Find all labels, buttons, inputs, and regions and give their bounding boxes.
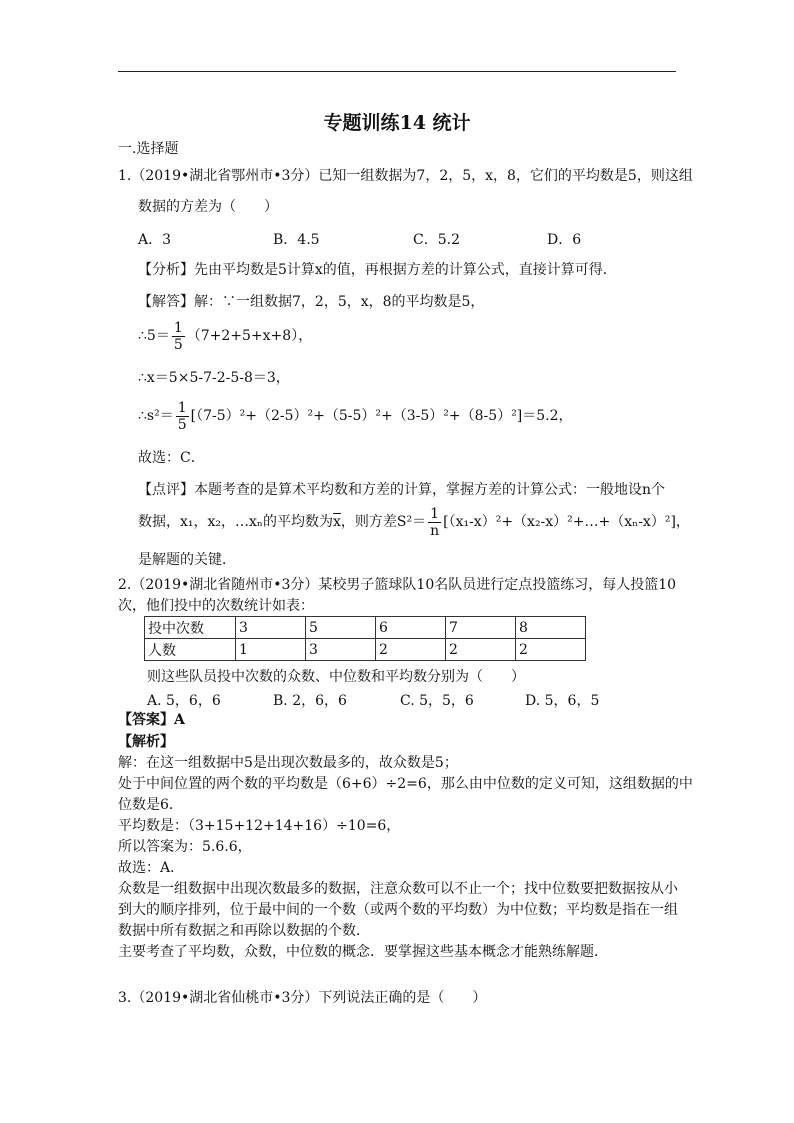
fraction-one-fifth [176,401,189,432]
table-row [145,617,586,639]
q2-solution-line: 平均数是：（3+15+12+14+16）÷10=6， [118,818,401,834]
q1-option-a: A．3 [138,232,172,248]
table-cell: 3 [236,617,306,639]
q1-eq3-suffix: [（7-5）²+（2-5）²+（5-5）²+（3-5）²+（8-5）²]＝5.2， [190,408,573,424]
q1-comment-line3: 是解题的关键． [138,552,236,568]
q2-question: 则这些队员投中次数的众数、中位数和平均数分别为（ ） [147,669,525,685]
q1-comment-part-a: 数据，x₁，x₂，…xₙ的平均数为 [138,514,333,530]
fraction-denominator: 5 [173,336,183,353]
table-cell: 2 [446,639,516,661]
q1-equation-x: ∴x＝5×5-7-2-5-8＝3， [138,370,290,386]
table-cell: 3 [306,639,376,661]
q1-stem-line1: 1.（2019•湖北省鄂州市•3分）已知一组数据为7，2，5，x，8，它们的平均数是5，则这组 [118,168,693,184]
q1-comment-part-b: ，则方差S²＝ [340,514,427,530]
q2-solution-line: 数据中所有数据之和再除以数据的个数． [118,923,370,939]
q1-stem-line2: 数据的方差为（ ） [138,199,278,215]
table-cell: 2 [516,639,586,661]
q2-option-a: A. 5，6，6 [147,693,221,709]
q1-option-c: C．5.2 [413,232,460,248]
q1-eq1-prefix: ∴5＝ [138,328,170,344]
fraction-numerator: 1 [430,505,440,522]
page-title: 专题训练14 统计 [323,112,471,134]
q1-comment-part-c: [（x₁-x）²+（x₂-x）²+…+（xₙ-x）²]， [443,514,690,530]
table-cell: 6 [376,617,446,639]
q1-option-d: D．6 [547,232,582,248]
fraction-numerator: 1 [173,319,183,336]
fraction-numerator: 1 [177,399,187,416]
q1-choose: 故选：C． [138,450,205,466]
table-cell: 7 [446,617,516,639]
q2-answer-label: 【答案】A [118,712,185,728]
q1-equation-mean [138,318,312,354]
q2-analysis-label: 【解析】 [118,734,174,750]
mean-xbar: $\overline{x}$ [332,514,341,530]
q2-option-b: B. 2，6，6 [273,693,347,709]
q2-solution-line: 主要考查了平均数，众数，中位数的概念．要掌握这些基本概念才能熟练解题． [118,944,608,960]
q2-option-d: D. 5，6，5 [525,693,600,709]
section-heading: 一.选择题 [118,141,179,157]
q1-option-b: B．4.5 [273,232,320,248]
fraction-one-over-n [428,507,441,538]
table-row [145,639,586,661]
table-cell: 投中次数 [145,617,236,639]
q2-solution-line: 处于中间位置的两个数的平均数是（6+6）÷2=6，那么由中位数的定义可知，这组数据的中 [118,776,693,792]
fraction-one-fifth [172,321,185,352]
q1-answer-line: 【解答】解：∵一组数据7，2，5，x，8的平均数是5， [138,294,485,310]
q2-stem-line2: 次，他们投中的次数统计如表： [118,598,314,614]
q2-stem-line1: 2.（2019•湖北省随州市•3分）某校男子篮球队10名队员进行定点投篮练习，每人投篮10 [118,577,677,593]
table-cell: 2 [376,639,446,661]
q1-eq3-prefix: ∴s²＝ [138,408,174,424]
q1-comment-line1: 【点评】本题考查的是算术平均数和方差的计算，掌握方差的计算公式：一般地设n个 [138,482,666,498]
q2-solution-line: 到大的顺序排列，位于最中间的一个数（或两个数的平均数）为中位数；平均数是指在一组 [118,902,678,918]
q2-solution-line: 故选：A． [118,860,185,876]
fraction-denominator: n [430,522,440,539]
q2-solution-line: 所以答案为：5.6.6， [118,839,252,855]
q1-equation-variance [138,398,573,434]
fraction-denominator: 5 [177,416,187,433]
shot-count-table [144,616,586,661]
q3-stem-line1: 3.（2019•湖北省仙桃市•3分）下列说法正确的是（ ） [118,990,487,1006]
table-cell: 8 [516,617,586,639]
q2-solution-line: 众数是一组数据中出现次数最多的数据，注意众数可以不止一个；找中位数要把数据按从小 [118,881,678,897]
header-rule [118,71,676,72]
q1-eq1-suffix: （7+2+5+x+8）， [186,328,313,344]
table-cell: 人数 [145,639,236,661]
table-cell: 5 [306,617,376,639]
q1-comment-line2 [138,504,690,540]
q2-solution-line: 位数是6． [118,797,183,813]
q2-solution-line: 解：在这一组数据中5是出现次数最多的，故众数是5； [118,755,458,771]
q1-analysis: 【分析】先由平均数是5计算x的值，再根据方差的计算公式，直接计算可得． [138,262,617,278]
q2-option-c: C. 5，5，6 [400,693,474,709]
table-cell: 1 [236,639,306,661]
